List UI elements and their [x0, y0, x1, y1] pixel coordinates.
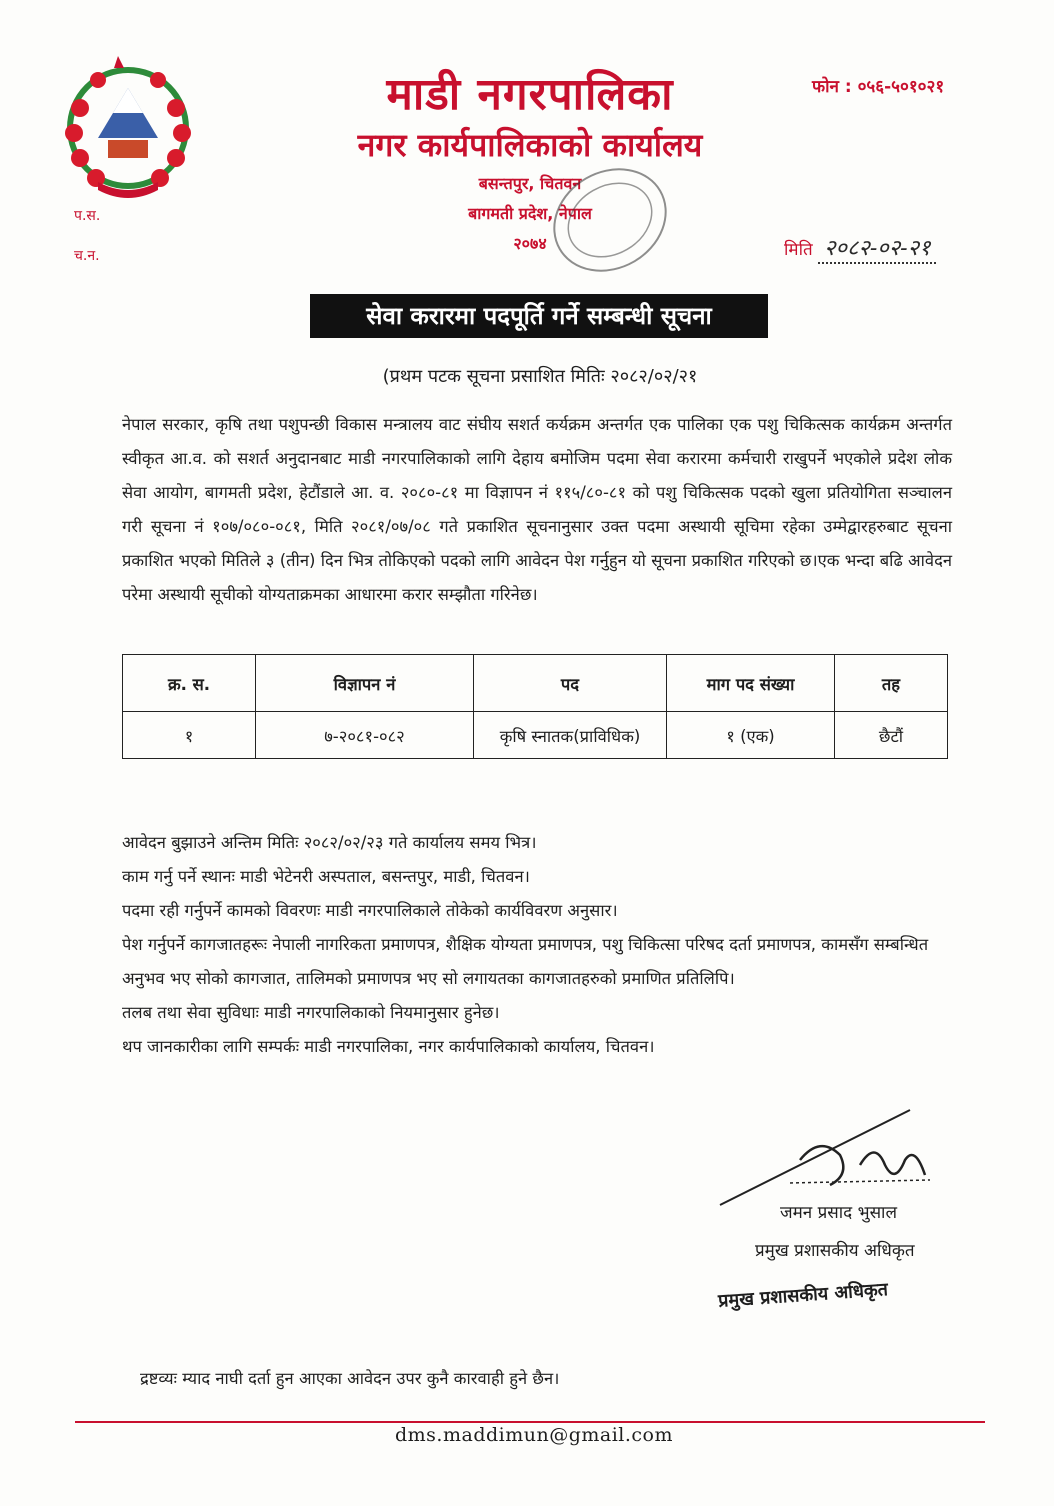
footnote: द्रष्टव्यः म्याद नाघी दर्ता हुन आएका आवेदन उपर कुनै कारवाही हुने छैन। — [140, 1369, 560, 1388]
address-line-1: बसन्तपुर, चितवन — [478, 174, 582, 193]
date-line — [784, 232, 936, 264]
office-stamp-icon — [540, 160, 680, 280]
table-header-row — [123, 655, 948, 712]
column-header-demand-count: माग पद संख्या — [667, 655, 835, 712]
detail-job-description: पदमा रही गर्नुपर्ने कामको विवरणः माडी नगरपालिकाले तोकेको कार्यविवरण अनुसार। — [122, 901, 618, 920]
notice-body-text: नेपाल सरकार, कृषि तथा पशुपन्छी विकास मन्त्रालय वाट संघीय सशर्त कर्यक्रम अन्तर्गत एक पालिका एक पशु चिकित्सक कार्यक्रम अन्तर्गत स्वीकृत आ.व. को सशर्त अनुदानबाट माडी नगरपालिकाको लागि देहाय बमोजिम पदमा सेवा करारमा कर्मचारी राखुपर्ने भएकोले प्रदेश लोक सेवा आयोग, बागमती प्रदेश, हेटौंडाले आ. व. २०८०-८१ मा विज्ञापन नं ११५/८०-८१ को पशु चिकित्सक पदको खुला प्रतियोगिता सञ्चालन गरी सूचना नं १०७/०८०-०८१, मिति २०८१/०७/०८ गते प्रकाशित सूचनानुसार उक्त पदमा अस्थायी सूचिमा रहेका उम्मेद्वारहरुबाट सूचना प्रकाशित भएको मितिले ३ (तीन) दिन भित्र तोकिएको पदको लागि आवेदन पेश गर्नुहुन यो सूचना प्रकाशित गरिएको छ।एक भन्दा बढि आवेदन परेमा अस्थायी सूचीको योग्यताक्रमका आधारमा करार सम्झौता गरिनेछ। — [122, 415, 952, 604]
cell-post: कृषि स्नातक(प्राविधिक) — [474, 712, 667, 759]
cell-level: छैटौं — [835, 712, 948, 759]
office-name: नगर कार्यपालिकाको कार्यालय — [357, 126, 703, 164]
detail-required-documents: पेश गर्नुपर्ने कागजातहरूः नेपाली नागरिकता प्रमाणपत्र, शैक्षिक योग्यता प्रमाणपत्र, पशु चिकित्सा परिषद दर्ता प्रमाणपत्र, कामसँग सम्बन्धित अनुभव भए सोको कागजात, तालिमको प्रमाणपत्र भए सो लगायतका कागजातहरुको प्रमाणित प्रतिलिपि। — [122, 935, 929, 988]
detail-contact: थप जानकारीका लागि सम्पर्कः माडी नगरपालिका, नगर कार्यपालिकाको कार्यालय, चितवन। — [122, 1037, 655, 1056]
date-value: २०८२-०२-२१ — [818, 232, 936, 264]
detail-salary: तलब तथा सेवा सुविधाः माडी नगरपालिकाको नियमानुसार हुनेछ। — [122, 1003, 500, 1022]
footer-email: dms.maddimun@gmail.com — [395, 1424, 674, 1446]
cell-demand-count: १ (एक) — [667, 712, 835, 759]
column-header-advert-no: विज्ञापन नं — [256, 655, 474, 712]
application-details — [122, 826, 962, 1064]
detail-work-location: काम गर्नु पर्ने स्थानः माडी भेटेनरी अस्पताल, बसन्तपुर, माडी, चितवन। — [122, 867, 530, 886]
column-header-serial: क्र. स. — [123, 655, 256, 712]
handwritten-signature-icon — [700, 1105, 960, 1215]
cell-serial: १ — [123, 712, 256, 759]
table-row — [123, 712, 948, 759]
notice-body — [122, 408, 952, 612]
notice-title: सेवा करारमा पदपूर्ति गर्ने सम्बन्धी सूचना — [310, 294, 768, 338]
notice-subtitle: (प्रथम पटक सूचना प्रसाशित मितिः २०८२/०२/२१ — [382, 366, 698, 387]
established-year: २०७४ — [513, 234, 547, 253]
cell-advert-no: ७-२०८१-०८२ — [256, 712, 474, 759]
footer-divider — [75, 1421, 985, 1423]
signer-name: जमन प्रसाद भुसाल — [780, 1203, 897, 1223]
signer-post-stamp: प्रमुख प्रशासकीय अधिकृत — [717, 1279, 889, 1312]
reference-ps-label: प.स. — [74, 208, 101, 224]
date-label: मिति — [784, 240, 813, 260]
signer-post: प्रमुख प्रशासकीय अधिकृत — [755, 1241, 915, 1261]
column-header-level: तह — [835, 655, 948, 712]
detail-deadline: आवेदन बुझाउने अन्तिम मितिः २०८२/०२/२३ गते कार्यालय समय भित्र। — [122, 833, 537, 852]
phone-number: फोन : ०५६-५०१०२१ — [812, 77, 945, 97]
nepal-emblem-icon — [58, 48, 198, 198]
organization-name: माडी नगरपालिका — [386, 69, 674, 120]
column-header-post: पद — [474, 655, 667, 712]
reference-cn-label: च.न. — [74, 248, 100, 264]
address-line-2: बागमती प्रदेश, नेपाल — [468, 204, 592, 223]
vacancy-table — [122, 654, 948, 759]
